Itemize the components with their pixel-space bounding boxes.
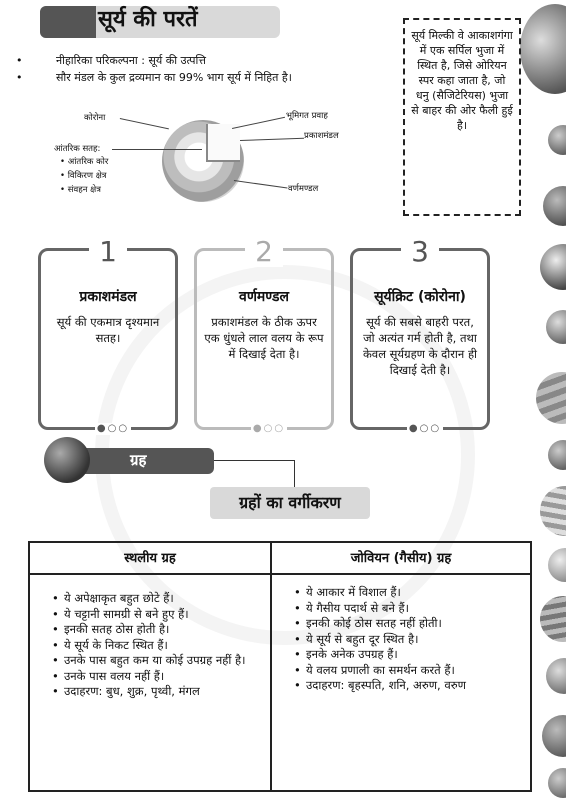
intro-bullets (16, 52, 396, 86)
planet-icon (546, 310, 566, 344)
label-corona: कोरोना (84, 113, 106, 123)
planet-icon (548, 768, 566, 798)
card-title: प्रकाशमंडल (79, 289, 137, 305)
label-inner-surface: आंतरिक सतह: (54, 144, 101, 154)
list-item: • इनके अनेक उपग्रह हैं। (294, 647, 520, 663)
planet-icon (540, 486, 566, 536)
card-body: सूर्य की एकमात्र दृश्यमान सतह। (56, 315, 160, 345)
planet-icon (543, 186, 566, 226)
table-header-jovian: जोवियन (गैसीय) ग्रह (272, 543, 530, 575)
graha-bar (84, 448, 214, 474)
card-number: 1 (89, 237, 127, 267)
leader-line (234, 180, 288, 189)
card-title: सूर्यक्रिट (कोरोना) (374, 289, 466, 305)
list-item: • ये अपेक्षाकृत बहुत छोटे हैं। (52, 591, 258, 607)
card-number: 3 (401, 237, 439, 267)
intro-bullet: • नीहारिका परिकल्पना : सूर्य की उत्पत्ति (16, 52, 396, 69)
card-title: वर्णमण्डल (239, 289, 289, 305)
list-item: • ये आकार में विशाल हैं। (294, 585, 520, 601)
jovian-list (294, 585, 520, 694)
label-inner-item: • विकिरण क्षेत्र (60, 171, 107, 181)
planet-icon (542, 715, 566, 757)
list-item: • उदाहरण: बुध, शुक्र, पृथ्वी, मंगल (52, 684, 258, 700)
planet-icon (540, 596, 566, 642)
card-dots-icon: ●○○ (408, 423, 442, 434)
planet-icon (546, 658, 566, 694)
planet-icon (536, 372, 566, 424)
connector-line (214, 460, 294, 461)
card-dots-icon: ●○○ (96, 423, 130, 434)
layer-card-photosphere (38, 235, 178, 434)
label-chromosphere: वर्णमण्डल (288, 184, 319, 194)
label-granulation: भूमिगत प्रवाह (286, 111, 328, 121)
list-item: • उनके पास वलय नहीं हैं। (52, 669, 258, 685)
layer-card-corona (350, 235, 490, 434)
globe-icon (44, 437, 90, 483)
sun-cutaway (206, 124, 240, 162)
planet-icon (540, 244, 566, 290)
layer-card-chromosphere (194, 235, 334, 434)
list-item: • ये सूर्य के निकट स्थित हैं। (52, 638, 258, 654)
planet-icon (548, 125, 566, 155)
leader-line (232, 117, 285, 129)
list-item: • उदाहरण: बृहस्पति, शनि, अरुण, वरुण (294, 678, 520, 694)
label-inner-item: • आंतरिक कोर (60, 157, 109, 167)
list-item: • इनकी सतह ठोस होती है। (52, 622, 258, 638)
list-item: • ये वलय प्रणाली का समर्थन करते हैं। (294, 663, 520, 679)
list-item: • उनके पास बहुत कम या कोई उपग्रह नहीं है। (52, 653, 258, 669)
note-box: सूर्य मिल्की वे आकाशगंगा में एक सर्पिल भुजा में स्थित है, जिसे ओरियन स्पर कहा जाता है, जो धनु (सैजिटेरियस) भुजा से बाहर की ओर फैली हुई है। (403, 18, 521, 216)
title-tab (40, 6, 96, 38)
list-item: • ये गैसीय पदार्थ से बने हैं। (294, 601, 520, 617)
table-divider (270, 543, 272, 790)
card-body: प्रकाशमंडल के ठीक ऊपर एक धुंधले लाल वलय के रूप में दिखाई देता है। (204, 315, 324, 361)
planet-icon (520, 4, 566, 94)
terrestrial-list (52, 591, 258, 700)
page-title: सूर्य की परतें (98, 7, 198, 32)
classification-title: ग्रहों का वर्गीकरण (210, 487, 370, 519)
planet-comparison-table (28, 541, 532, 792)
planet-icon (548, 440, 566, 470)
leader-line (120, 118, 169, 129)
section-title-graha: ग्रह (130, 451, 147, 469)
card-dots-icon: ●○○ (252, 423, 286, 434)
list-item: • इनकी कोई ठोस सतह नहीं होती। (294, 616, 520, 632)
list-item: • ये चट्टानी सामग्री से बने हुए हैं। (52, 607, 258, 623)
intro-bullet: • सौर मंडल के कुल द्रव्यमान का 99% भाग सूर्य में निहित है। (16, 69, 396, 86)
card-body: सूर्य की सबसे बाहरी परत, जो अत्यंत गर्म होती है, तथा केवल सूर्यग्रहण के दौरान ही दिखाई देती है। (362, 315, 478, 377)
label-photosphere: प्रकाशमंडल (304, 131, 339, 141)
list-item: • ये सूर्य से बहुत दूर स्थित है। (294, 632, 520, 648)
table-header-terrestrial: स्थलीय ग्रह (30, 543, 270, 575)
card-number: 2 (245, 237, 283, 267)
leader-line (112, 149, 202, 150)
planet-icon (548, 548, 566, 582)
connector-line (294, 460, 295, 490)
label-inner-item: • संवहन क्षेत्र (60, 185, 101, 195)
leader-line (240, 138, 304, 141)
